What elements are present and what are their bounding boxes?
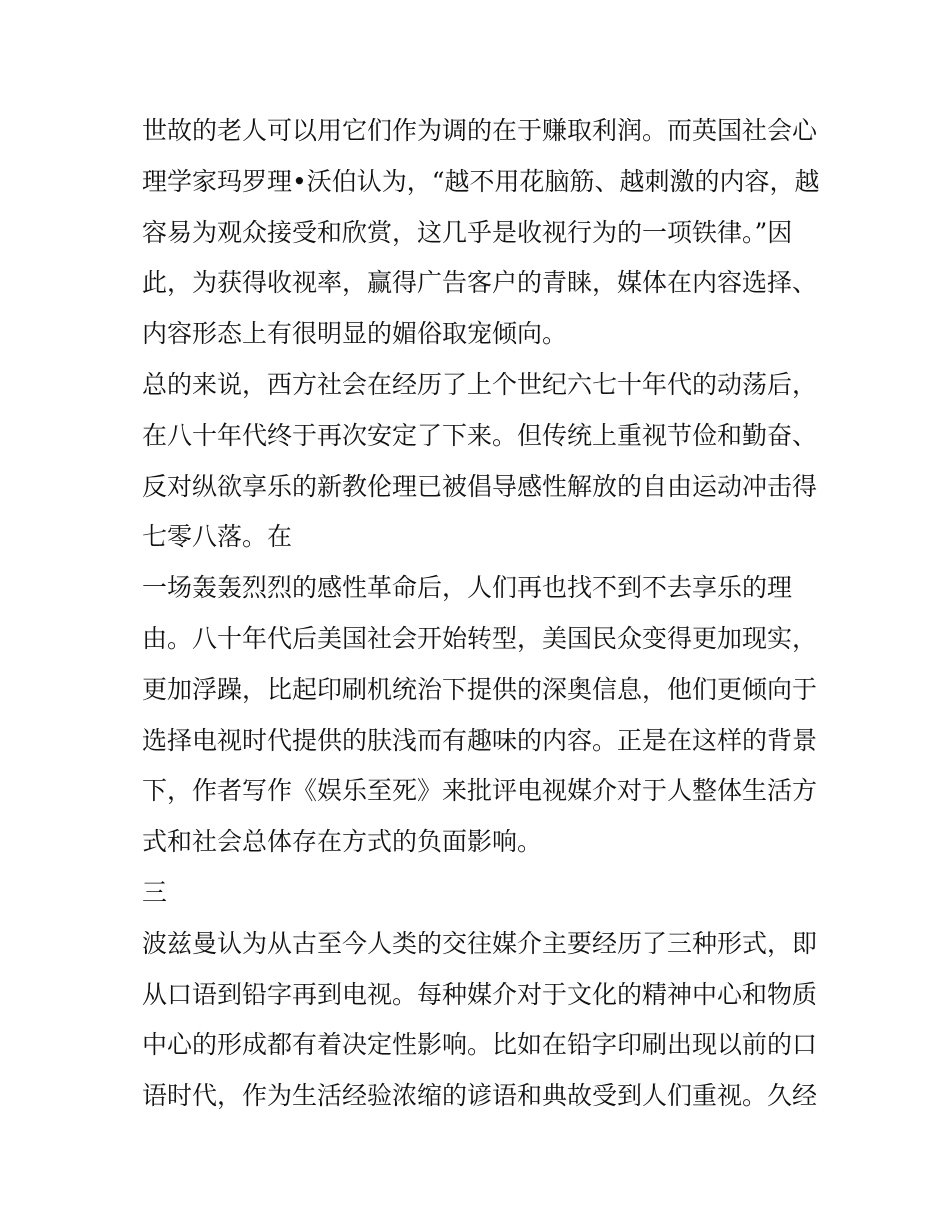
text-line: 中心的形成都有着决定性影响。比如在铅字印刷出现以前的口 bbox=[142, 1030, 818, 1060]
text-line: 由。八十年代后美国社会开始转型，美国民众变得更加现实， bbox=[142, 623, 818, 653]
text-line: 选择电视时代提供的肤浅而有趣味的内容。正是在这样的背景 bbox=[142, 725, 818, 755]
document-body bbox=[142, 106, 822, 1122]
text-line: 语时代，作为生活经验浓缩的谚语和典故受到人们重视。久经 bbox=[142, 1081, 818, 1111]
text-line: 下，作者写作《娱乐至死》来批评电视媒介对于人整体生活方 bbox=[142, 776, 818, 806]
text-line: 理学家玛罗理•沃伯认为，“越不用花脑筋、越刺激的内容，越 bbox=[142, 166, 820, 196]
text-line: 此，为获得收视率，赢得广告客户的青睐，媒体在内容选择、 bbox=[142, 268, 818, 298]
text-line: 波兹曼认为从古至今人类的交往媒介主要经历了三种形式，即 bbox=[142, 928, 818, 958]
text-line: 式和社会总体存在方式的负面影响。 bbox=[142, 827, 543, 857]
text-line: 七零八落。在 bbox=[142, 522, 293, 552]
section-heading: 三 bbox=[142, 877, 168, 907]
text-line: 容易为观众接受和欣赏，这几乎是收视行为的一项铁律。”因 bbox=[142, 217, 793, 247]
text-line: 内容形态上有很明显的媚俗取宠倾向。 bbox=[142, 319, 568, 349]
text-line: 世故的老人可以用它们作为调的在于赚取利润。而英国社会心 bbox=[142, 116, 818, 145]
text-line: 从口语到铅字再到电视。每种媒介对于文化的精神中心和物质 bbox=[142, 979, 818, 1009]
text-line: 更加浮躁，比起印刷机统治下提供的深奥信息，他们更倾向于 bbox=[142, 674, 818, 704]
text-line: 总的来说，西方社会在经历了上个世纪六七十年代的动荡后， bbox=[142, 369, 818, 399]
text-line: 反对纵欲享乐的新教伦理已被倡导感性解放的自由运动冲击得 bbox=[142, 471, 818, 501]
text-line: 一场轰轰烈烈的感性革命后，人们再也找不到不去享乐的理 bbox=[142, 573, 793, 603]
text-line: 在八十年代终于再次安定了下来。但传统上重视节俭和勤奋、 bbox=[142, 420, 818, 450]
